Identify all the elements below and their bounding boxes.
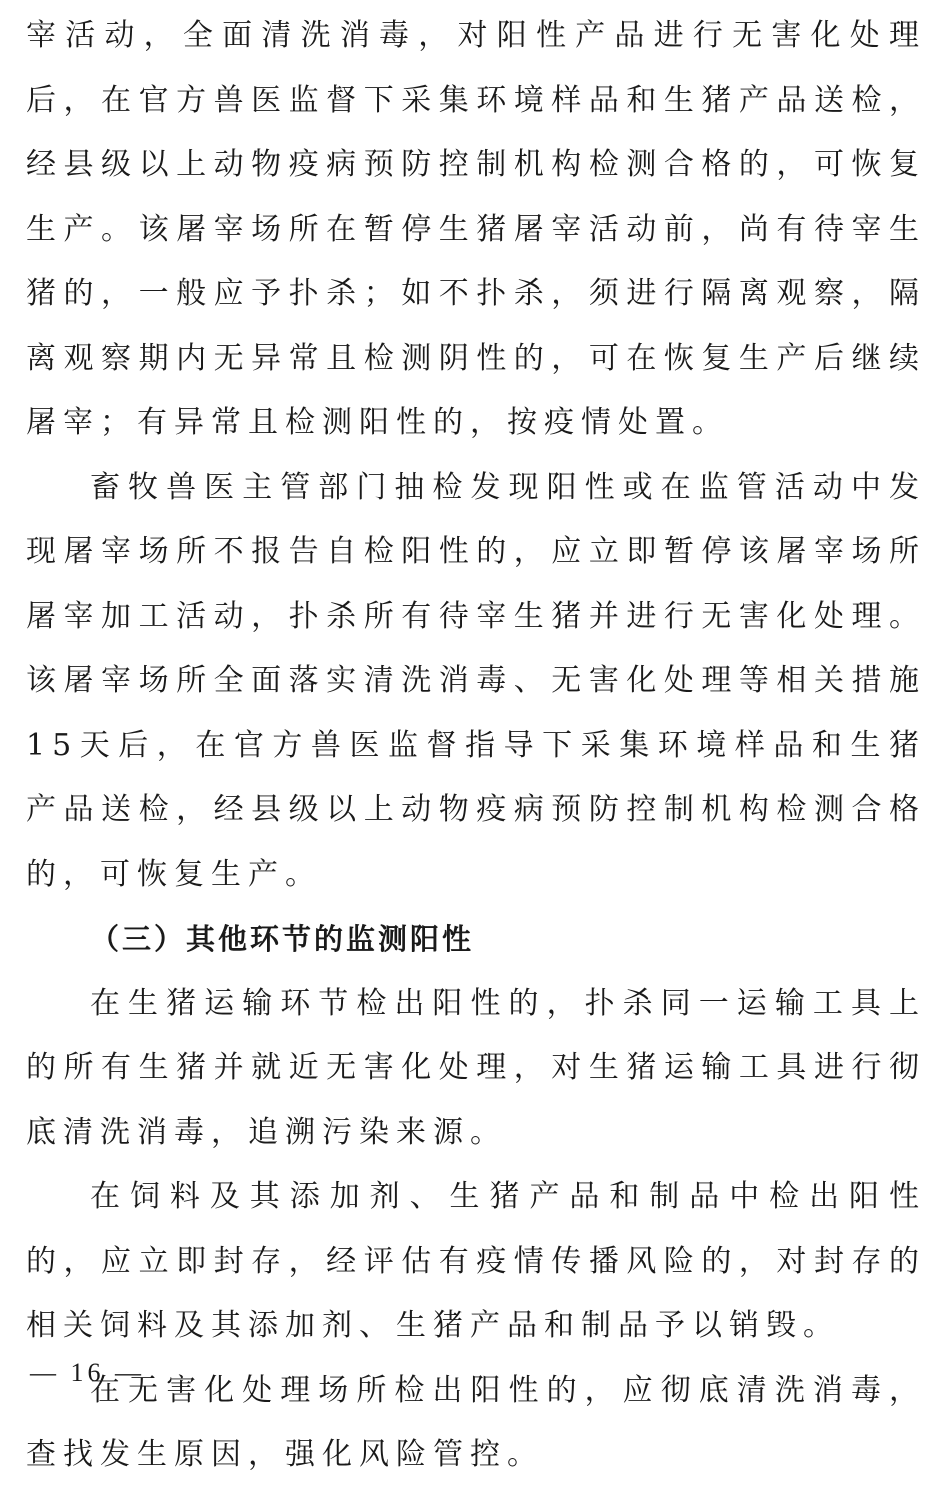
section-heading: （三）其他环节的监测阳性 (90, 922, 475, 956)
paragraph: 畜牧兽医主管部门抽检发现阳性或在监管活动中发现屠宰场所不报告自检阳性的，应立即暂停该屠宰场所屠宰加工活动，扑杀所有待宰生猪并进行无害化处理。该屠宰场所全面落实清洗消毒、无害化处理等相关措施15天后，在官方兽医监督指导下采集环境样品和生猪产品送检，经县级以上动物疫病预防控制机构检测合格的，可恢复生产。 (26, 469, 926, 892)
document-body (26, 0, 926, 1488)
paragraph: 在生猪运输环节检出阳性的，扑杀同一运输工具上的所有生猪并就近无害化处理，对生猪运输工具进行彻底清洗消毒，追溯污染来源。 (26, 985, 926, 1150)
paragraph: 在无害化处理场所检出阳性的，应彻底清洗消毒，查找发生原因，强化风险管控。 (26, 1372, 926, 1472)
page-number: — 16 — (30, 1358, 145, 1387)
paragraph: 在饲料及其添加剂、生猪产品和制品中检出阳性的，应立即封存，经评估有疫情传播风险的，对封存的相关饲料及其添加剂、生猪产品和制品予以销毁。 (26, 1179, 926, 1343)
paragraph-continued: 宰活动，全面清洗消毒，对阳性产品进行无害化处理后，在官方兽医监督下采集环境样品和生猪产品送检，经县级以上动物疫病预防控制机构检测合格的，可恢复生产。该屠宰场所在暂停生猪屠宰活动前，尚有待宰生猪的，一般应予扑杀；如不扑杀，须进行隔离观察，隔离观察期内无异常且检测阴性的，可在恢复生产后继续屠宰；有异常且检测阳性的，按疫情处置。 (26, 18, 926, 440)
